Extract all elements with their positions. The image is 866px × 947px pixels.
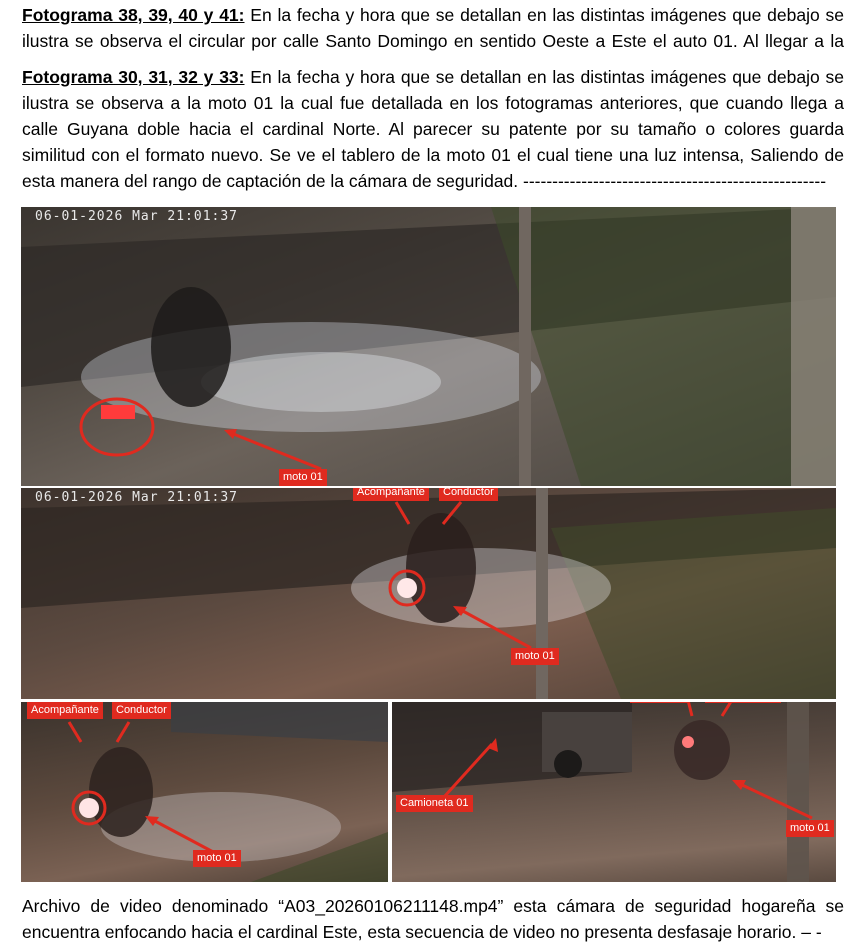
cctv-frame-3 <box>21 702 388 882</box>
frame-1-timestamp: 06-01-2026 Mar 21:01:37 <box>35 209 239 224</box>
label-conductor: Conductor <box>439 488 498 501</box>
label-moto-01: moto 01 <box>193 850 241 867</box>
label-conductor: Conductor <box>112 702 171 719</box>
cctv-frame-4 <box>392 702 836 882</box>
frame-2-scene <box>21 488 836 699</box>
paragraph-fotograma-30-33 <box>22 64 844 194</box>
label-acompanante <box>705 702 781 703</box>
label-moto-01: moto 01 <box>511 648 559 665</box>
label-acompanante: Acompañante <box>353 488 429 501</box>
frame-2-timestamp: 06-01-2026 Mar 21:01:37 <box>35 490 239 505</box>
paragraph-body: En la fecha y hora que se detallan en las distintas imágenes que debajo se ilustra se observa a la moto 01 la cual fue detallada en los fotogramas anteriores, que cuando llega a calle Guyana doble hacia el cardinal Norte. Al parecer su patente por su tamaño o colores guarda similitud con el formato nuevo. Se ve el tablero de la moto 01 el cual tiene una luz intensa, Saliendo de esta manera del rango de captación de la cámara de seguridad. ---------------------------------------------------- <box>22 67 844 191</box>
paragraph-archivo-video: Archivo de video denominado “A03_20260106211148.mp4” esta cámara de seguridad hogareña se encuentra enfocando hacia el cardinal Este, esta secuencia de video no presenta desfasaje horario. – - <box>22 896 844 942</box>
paragraph-fotograma-38-41 <box>22 2 844 54</box>
frame-1-scene <box>21 207 836 486</box>
cctv-frame-1 <box>21 207 836 486</box>
label-camioneta-01: Camioneta 01 <box>396 795 473 812</box>
frame-4-scene <box>392 702 836 882</box>
cctv-frame-2 <box>21 488 836 699</box>
label-conductor <box>630 702 689 703</box>
paragraph-body: En la fecha y hora que se detallan en las distintas imágenes que debajo se ilustra se observa el circular por calle Santo Domingo en sentido Oeste a Este el auto 01. Al llegar a la <box>22 5 844 51</box>
paragraph-heading: Fotograma 38, 39, 40 y 41: <box>22 5 245 25</box>
label-acompanante: Acompañante <box>27 702 103 719</box>
label-moto-01: moto 01 <box>279 469 327 486</box>
label-moto-01: moto 01 <box>786 820 834 837</box>
paragraph-heading: Fotograma 30, 31, 32 y 33: <box>22 67 245 87</box>
